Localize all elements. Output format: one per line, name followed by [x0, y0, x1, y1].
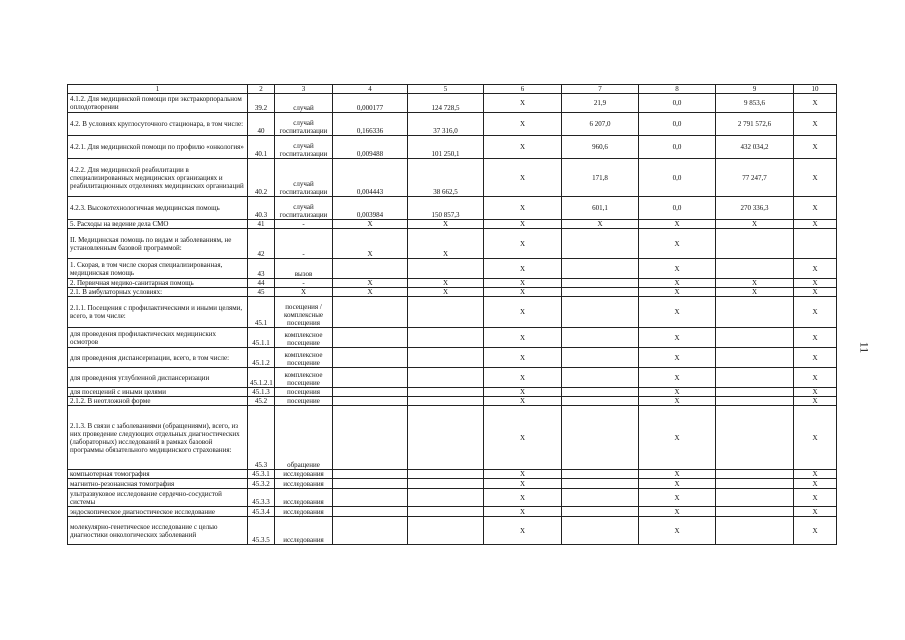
- data-cell: 21,9: [562, 94, 639, 113]
- data-cell: X: [484, 259, 562, 279]
- data-cell: 601,1: [562, 197, 639, 220]
- data-cell: 45.1: [248, 297, 275, 328]
- data-cell: 960,6: [562, 136, 639, 159]
- data-cell: X: [794, 279, 837, 288]
- data-cell: 0,000177: [333, 94, 408, 113]
- data-cell: 270 336,3: [716, 197, 794, 220]
- row-label-cell: компьютерная томография: [68, 470, 248, 479]
- data-cell: [333, 259, 408, 279]
- data-cell: [716, 479, 794, 489]
- data-cell: X: [794, 136, 837, 159]
- data-cell: X: [639, 297, 716, 328]
- data-cell: исследования: [275, 489, 333, 507]
- data-cell: [333, 328, 408, 348]
- data-cell: X: [639, 348, 716, 368]
- data-cell: 0,009488: [333, 136, 408, 159]
- data-cell: -: [275, 229, 333, 259]
- data-cell: X: [716, 220, 794, 229]
- table-row: [68, 470, 837, 479]
- row-label-cell: 2. Первичная медико-санитарная помощь: [68, 279, 248, 288]
- table-row: [68, 368, 837, 388]
- table-row: [68, 288, 837, 297]
- row-label-cell: 1. Скорая, в том числе скорая специализированная, медицинская помощь: [68, 259, 248, 279]
- data-cell: 40.1: [248, 136, 275, 159]
- data-cell: 0,004443: [333, 159, 408, 197]
- data-cell: [716, 328, 794, 348]
- table-row: [68, 489, 837, 507]
- data-cell: X: [716, 288, 794, 297]
- data-cell: [333, 489, 408, 507]
- data-cell: X: [275, 288, 333, 297]
- data-cell: [408, 507, 484, 517]
- table-row: [68, 507, 837, 517]
- row-label-cell: для проведения углубленной диспансеризации: [68, 368, 248, 388]
- data-cell: [333, 348, 408, 368]
- data-cell: X: [794, 348, 837, 368]
- data-cell: -: [275, 220, 333, 229]
- data-cell: X: [408, 279, 484, 288]
- data-cell: [716, 489, 794, 507]
- data-cell: X: [794, 259, 837, 279]
- data-cell: [562, 348, 639, 368]
- data-cell: X: [639, 220, 716, 229]
- table-row: [68, 259, 837, 279]
- row-label-cell: 5. Расходы на ведение дела СМО: [68, 220, 248, 229]
- data-cell: [408, 397, 484, 406]
- data-cell: [408, 470, 484, 479]
- table-row: [68, 279, 837, 288]
- data-cell: X: [484, 348, 562, 368]
- data-cell: [333, 406, 408, 470]
- data-cell: X: [484, 489, 562, 507]
- data-cell: 0,0: [639, 136, 716, 159]
- data-cell: X: [794, 406, 837, 470]
- data-cell: 0,0: [639, 197, 716, 220]
- data-cell: 9 853,6: [716, 94, 794, 113]
- data-cell: 41: [248, 220, 275, 229]
- data-cell: случай госпитализации: [275, 136, 333, 159]
- data-cell: X: [639, 397, 716, 406]
- data-cell: X: [639, 406, 716, 470]
- data-cell: [562, 470, 639, 479]
- data-cell: 40.2: [248, 159, 275, 197]
- table-body: [68, 85, 837, 545]
- data-cell: X: [484, 406, 562, 470]
- data-cell: [562, 288, 639, 297]
- data-cell: исследования: [275, 507, 333, 517]
- data-cell: X: [484, 229, 562, 259]
- data-cell: X: [639, 517, 716, 545]
- data-cell: 0,166336: [333, 113, 408, 136]
- table-row: [68, 388, 837, 397]
- data-cell: 45.1.3: [248, 388, 275, 397]
- data-cell: X: [794, 113, 837, 136]
- data-cell: X: [639, 368, 716, 388]
- data-cell: [562, 517, 639, 545]
- data-cell: комплексное посещение: [275, 348, 333, 368]
- data-cell: X: [794, 507, 837, 517]
- data-cell: [333, 297, 408, 328]
- data-cell: [562, 388, 639, 397]
- data-cell: вызов: [275, 259, 333, 279]
- data-cell: посещения / комплексные посещения: [275, 297, 333, 328]
- data-cell: 45.3.4: [248, 507, 275, 517]
- row-label-cell: II. Медицинская помощь по видам и заболеваниям, не установленным базовой программой:: [68, 229, 248, 259]
- data-cell: X: [639, 229, 716, 259]
- data-cell: X: [562, 220, 639, 229]
- data-cell: X: [794, 489, 837, 507]
- data-cell: X: [639, 489, 716, 507]
- data-cell: исследования: [275, 479, 333, 489]
- table-row: [68, 328, 837, 348]
- table-row: [68, 297, 837, 328]
- data-cell: [408, 259, 484, 279]
- data-cell: X: [484, 470, 562, 479]
- data-cell: [716, 297, 794, 328]
- data-cell: 45.3.2: [248, 479, 275, 489]
- data-cell: X: [639, 279, 716, 288]
- data-cell: X: [794, 368, 837, 388]
- data-cell: X: [484, 220, 562, 229]
- row-label-cell: 4.1.2. Для медицинской помощи при экстракорпоральном оплодотворении: [68, 94, 248, 113]
- data-cell: X: [408, 288, 484, 297]
- data-cell: случай госпитализации: [275, 197, 333, 220]
- row-label-cell: для проведения диспансеризации, всего, в том числе:: [68, 348, 248, 368]
- data-cell: случай: [275, 94, 333, 113]
- data-cell: X: [639, 288, 716, 297]
- data-cell: X: [484, 397, 562, 406]
- data-cell: 45.1.2: [248, 348, 275, 368]
- data-cell: X: [484, 288, 562, 297]
- data-cell: 40.3: [248, 197, 275, 220]
- data-cell: [562, 297, 639, 328]
- data-cell: 45.1.2.1: [248, 368, 275, 388]
- data-cell: -: [275, 279, 333, 288]
- data-cell: 45.2: [248, 397, 275, 406]
- data-cell: 0,0: [639, 159, 716, 197]
- data-cell: 45: [248, 288, 275, 297]
- table-row: [68, 397, 837, 406]
- data-cell: [333, 517, 408, 545]
- header-cell: 8: [639, 85, 716, 94]
- data-cell: [716, 397, 794, 406]
- data-cell: [716, 259, 794, 279]
- data-cell: X: [639, 479, 716, 489]
- table-row: [68, 197, 837, 220]
- table-row: [68, 348, 837, 368]
- data-cell: случай госпитализации: [275, 113, 333, 136]
- data-cell: [408, 388, 484, 397]
- data-cell: 42: [248, 229, 275, 259]
- data-cell: X: [484, 197, 562, 220]
- data-cell: X: [333, 288, 408, 297]
- data-cell: [562, 279, 639, 288]
- data-cell: 45.3.3: [248, 489, 275, 507]
- table-row: [68, 517, 837, 545]
- data-cell: X: [484, 159, 562, 197]
- data-cell: исследования: [275, 470, 333, 479]
- table-row: [68, 229, 837, 259]
- data-cell: [562, 406, 639, 470]
- data-cell: X: [484, 94, 562, 113]
- data-cell: [716, 368, 794, 388]
- document-page: [67, 84, 837, 545]
- data-cell: [408, 348, 484, 368]
- data-cell: [562, 328, 639, 348]
- header-cell: 2: [248, 85, 275, 94]
- data-cell: 124 728,5: [408, 94, 484, 113]
- data-cell: X: [794, 297, 837, 328]
- data-cell: [562, 507, 639, 517]
- data-cell: X: [484, 368, 562, 388]
- data-cell: X: [639, 328, 716, 348]
- data-cell: [716, 229, 794, 259]
- data-cell: X: [794, 397, 837, 406]
- data-cell: 45.3: [248, 406, 275, 470]
- table-row: [68, 479, 837, 489]
- data-cell: X: [484, 328, 562, 348]
- data-cell: X: [794, 159, 837, 197]
- data-cell: комплексное посещение: [275, 328, 333, 348]
- data-cell: [408, 328, 484, 348]
- data-cell: [716, 348, 794, 368]
- row-label-cell: молекулярно-генетическое исследование с целью диагностики онкологических заболеваний: [68, 517, 248, 545]
- row-label-cell: для проведения профилактических медицинских осмотров: [68, 328, 248, 348]
- data-cell: X: [333, 279, 408, 288]
- data-cell: [716, 507, 794, 517]
- row-label-cell: эндоскопическое диагностическое исследование: [68, 507, 248, 517]
- header-row: [68, 85, 837, 94]
- data-cell: 101 250,1: [408, 136, 484, 159]
- data-cell: [716, 406, 794, 470]
- data-cell: посещение: [275, 397, 333, 406]
- data-cell: 37 316,0: [408, 113, 484, 136]
- data-cell: X: [484, 279, 562, 288]
- data-cell: случай госпитализации: [275, 159, 333, 197]
- data-cell: X: [639, 507, 716, 517]
- data-cell: X: [794, 220, 837, 229]
- table-row: [68, 94, 837, 113]
- header-cell: 10: [794, 85, 837, 94]
- data-cell: 171,8: [562, 159, 639, 197]
- data-cell: [716, 517, 794, 545]
- data-cell: X: [484, 517, 562, 545]
- data-cell: [794, 229, 837, 259]
- data-cell: 45.3.5: [248, 517, 275, 545]
- header-cell: 9: [716, 85, 794, 94]
- data-cell: 2 791 572,6: [716, 113, 794, 136]
- data-cell: X: [484, 479, 562, 489]
- data-cell: [562, 229, 639, 259]
- row-label-cell: ультразвуковое исследование сердечно-сосудистой системы: [68, 489, 248, 507]
- data-cell: [562, 489, 639, 507]
- data-cell: [716, 470, 794, 479]
- header-cell: 4: [333, 85, 408, 94]
- data-cell: 43: [248, 259, 275, 279]
- header-cell: 7: [562, 85, 639, 94]
- data-cell: X: [716, 279, 794, 288]
- data-cell: 6 207,0: [562, 113, 639, 136]
- data-cell: 0,003984: [333, 197, 408, 220]
- data-cell: посещения: [275, 388, 333, 397]
- table-row: [68, 220, 837, 229]
- data-cell: X: [484, 113, 562, 136]
- data-cell: [408, 479, 484, 489]
- data-cell: X: [794, 517, 837, 545]
- data-cell: [333, 388, 408, 397]
- data-cell: X: [794, 288, 837, 297]
- data-cell: комплексное посещение: [275, 368, 333, 388]
- data-cell: X: [408, 229, 484, 259]
- data-cell: 0,0: [639, 94, 716, 113]
- data-cell: 39.2: [248, 94, 275, 113]
- row-label-cell: магнитно-резонансная томография: [68, 479, 248, 489]
- row-label-cell: 4.2. В условиях круглосуточного стационара, в том числе:: [68, 113, 248, 136]
- table-row: [68, 159, 837, 197]
- data-cell: [562, 397, 639, 406]
- data-cell: X: [794, 328, 837, 348]
- data-cell: X: [484, 507, 562, 517]
- data-cell: обращение: [275, 406, 333, 470]
- data-cell: [408, 297, 484, 328]
- data-cell: X: [639, 470, 716, 479]
- data-cell: 0,0: [639, 113, 716, 136]
- data-cell: X: [794, 479, 837, 489]
- data-cell: [562, 479, 639, 489]
- data-cell: [716, 388, 794, 397]
- data-cell: 38 662,5: [408, 159, 484, 197]
- data-cell: [408, 368, 484, 388]
- row-label-cell: 4.2.3. Высокотехнологичная медицинская помощь: [68, 197, 248, 220]
- data-cell: X: [639, 388, 716, 397]
- table-row: [68, 136, 837, 159]
- data-cell: X: [333, 220, 408, 229]
- data-cell: X: [794, 197, 837, 220]
- data-cell: [333, 470, 408, 479]
- data-cell: 45.3.1: [248, 470, 275, 479]
- data-cell: X: [408, 220, 484, 229]
- table-row: [68, 406, 837, 470]
- data-cell: 45.1.1: [248, 328, 275, 348]
- data-cell: X: [794, 94, 837, 113]
- data-cell: [408, 517, 484, 545]
- header-cell: 5: [408, 85, 484, 94]
- data-cell: X: [484, 388, 562, 397]
- row-label-cell: для посещений с иными целями: [68, 388, 248, 397]
- data-cell: X: [639, 259, 716, 279]
- data-cell: [333, 397, 408, 406]
- data-cell: 77 247,7: [716, 159, 794, 197]
- data-cell: [562, 259, 639, 279]
- financing-table: [67, 84, 837, 545]
- header-cell: 1: [68, 85, 248, 94]
- data-cell: X: [484, 297, 562, 328]
- row-label-cell: 4.2.2. Для медицинской реабилитации в специализированных медицинских организациях и реабилитационных отделениях медицинских организаций: [68, 159, 248, 197]
- data-cell: [408, 406, 484, 470]
- data-cell: [333, 368, 408, 388]
- row-label-cell: 2.1. В амбулаторных условиях:: [68, 288, 248, 297]
- row-label-cell: 2.1.1. Посещения с профилактическими и иными целями, всего, в том числе:: [68, 297, 248, 328]
- data-cell: [408, 489, 484, 507]
- header-cell: 6: [484, 85, 562, 94]
- data-cell: X: [484, 136, 562, 159]
- data-cell: 44: [248, 279, 275, 288]
- row-label-cell: 4.2.1. Для медицинской помощи по профилю «онкология»: [68, 136, 248, 159]
- row-label-cell: 2.1.2. В неотложной форме: [68, 397, 248, 406]
- data-cell: [333, 507, 408, 517]
- table-row: [68, 113, 837, 136]
- header-cell: 3: [275, 85, 333, 94]
- data-cell: X: [794, 388, 837, 397]
- data-cell: X: [333, 229, 408, 259]
- data-cell: 432 034,2: [716, 136, 794, 159]
- data-cell: [333, 479, 408, 489]
- row-label-cell: 2.1.3. В связи с заболеваниями (обращениями), всего, из них проведение следующих отдельных диагностических (лабораторных) исследований в рамках базовой программы обязательного медицинского страхования:: [68, 406, 248, 470]
- data-cell: исследования: [275, 517, 333, 545]
- data-cell: 150 857,3: [408, 197, 484, 220]
- data-cell: [562, 368, 639, 388]
- data-cell: 40: [248, 113, 275, 136]
- data-cell: X: [794, 470, 837, 479]
- page-number: 11: [857, 341, 872, 354]
